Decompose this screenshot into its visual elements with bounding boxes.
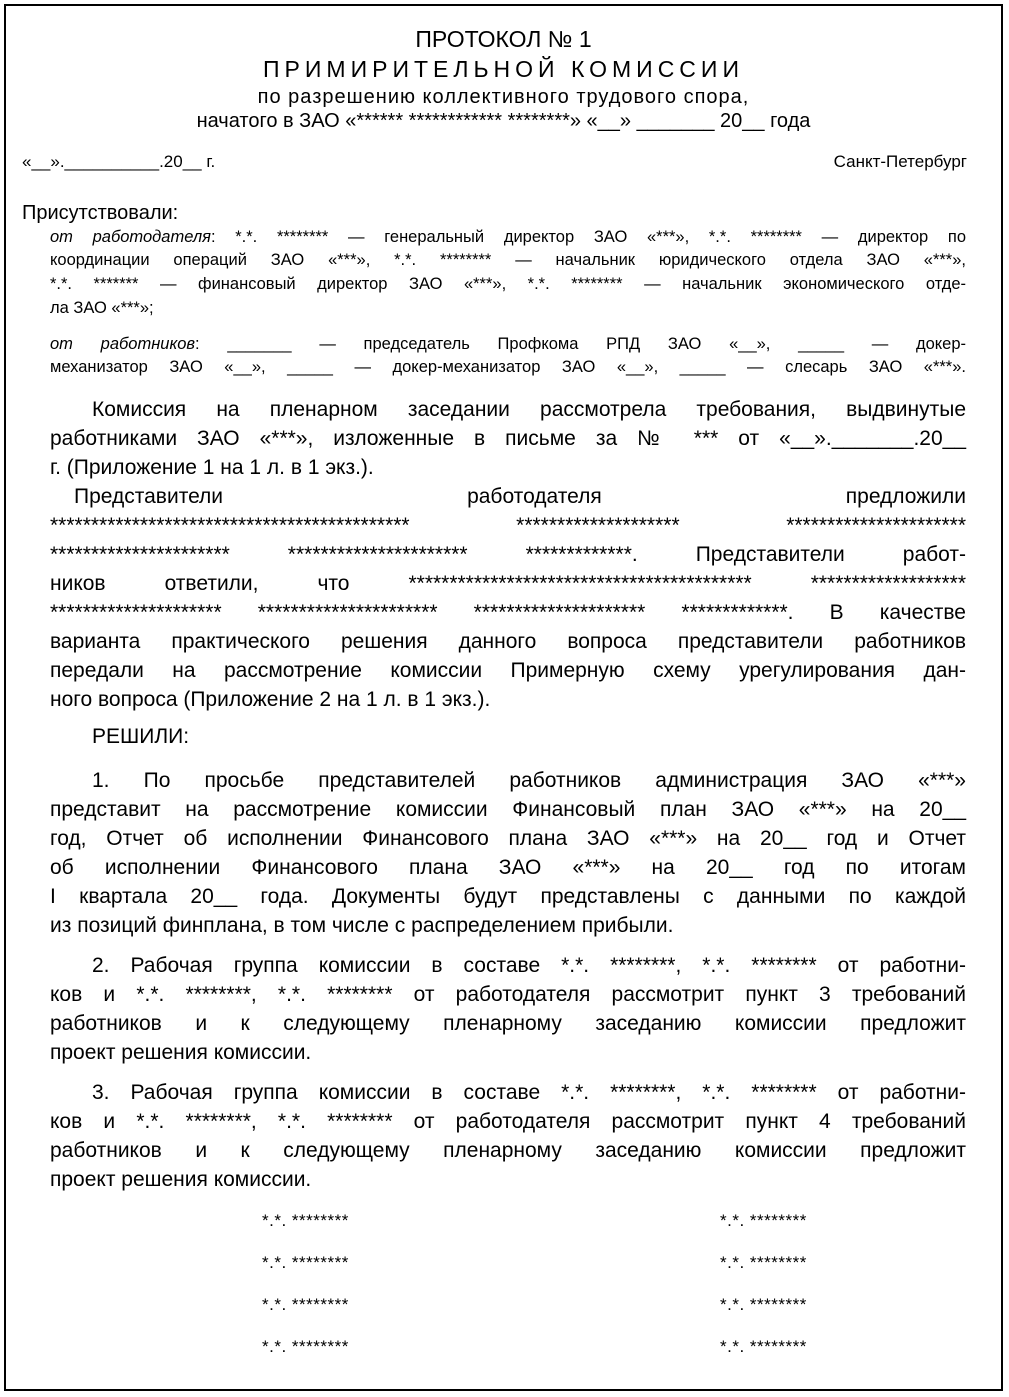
- signature-left: *.*. ********: [262, 1337, 349, 1356]
- body-line: варианта практического решения данного вопроса представители работников: [50, 630, 966, 653]
- body-line: передали на рассмотрение комиссии Примерную схему урегулирования дан-: [50, 659, 966, 682]
- subtitle-line: по разрешению коллективного трудового спора,: [257, 86, 750, 108]
- workers-label: от работников: [50, 335, 196, 353]
- resolution-1-line: представит на рассмотрение комиссии Финансовый план ЗАО «***» на 20__: [50, 798, 966, 821]
- resolution-1-line: об исполнении Финансового плана ЗАО «***» на 20__ год по итогам: [50, 856, 966, 879]
- employer-attendees-line: *.*. ******* — финансовый директор ЗАО «***», *.*. ******** — начальник экономического отде-: [50, 275, 966, 293]
- document-page: [4, 4, 1003, 1391]
- signature-right: *.*. ********: [720, 1295, 807, 1314]
- signature-right: *.*. ********: [720, 1253, 807, 1272]
- resolution-1-line: I квартала 20__ года. Документы будут представлены с данными по каждой: [50, 885, 966, 908]
- workers-attendees-line: от работников: _______ — председатель Профкома РПД ЗАО «__», _____ — докер-: [50, 335, 966, 353]
- body-line: работниками ЗАО «***», изложенные в письме за № *** от «__»._______.20__: [50, 427, 966, 450]
- document-date: «__».__________.20__ г.: [22, 152, 216, 171]
- resolution-3-line: ков и *.*. ********, *.*. ******** от работодателя рассмотрит пункт 4 требований: [50, 1110, 966, 1133]
- body-line: ********************* ********************** ********************* *************. В качестве: [50, 601, 966, 624]
- resolution-2-line: проект решения комиссии.: [50, 1041, 312, 1064]
- workers-attendees-line: механизатор ЗАО «__», _____ — докер-механизатор ЗАО «__», _____ — слесарь ЗАО «***».: [50, 358, 966, 376]
- signature-left: *.*. ********: [262, 1211, 349, 1230]
- document-city: Санкт-Петербург: [833, 152, 967, 171]
- resolution-3-line: проект решения комиссии.: [50, 1168, 312, 1191]
- resolution-3-line: 3. Рабочая группа комиссии в составе *.*. ********, *.*. ******** от работни-: [92, 1081, 966, 1104]
- signature-right: *.*. ********: [720, 1337, 807, 1356]
- employer-attendees-line: от работодателя: *.*. ******** — генеральный директор ЗАО «***», *.*. ******** — директор по: [50, 228, 967, 246]
- body-line: г. (Приложение 1 на 1 л. в 1 экз.).: [50, 456, 374, 479]
- body-line: Комиссия на пленарном заседании рассмотрела требования, выдвинутые: [92, 398, 966, 421]
- employer-attendees-line: ла ЗАО «***»;: [50, 299, 154, 317]
- resolution-3-line: работников и к следующему пленарному заседанию комиссии предложит: [50, 1139, 966, 1162]
- body-line: ******************************************** ******************** **********************: [50, 514, 966, 537]
- employer-attendees-line: координации операций ЗАО «***», *.*. ******** — начальник юридического отдела ЗАО «***»,: [50, 251, 966, 269]
- signature-right: *.*. ********: [720, 1211, 807, 1230]
- subtitle-company-line: начатого в ЗАО «****** ************ ********» «__» _______ 20__ года: [196, 110, 811, 132]
- resolved-heading: РЕШИЛИ:: [92, 725, 190, 748]
- protocol-title: ПРОТОКОЛ № 1: [415, 26, 592, 52]
- body-line: Представители работодателя предложили: [74, 485, 966, 508]
- present-label: Присутствовали:: [22, 202, 179, 224]
- body-line: ников ответили, что ****************************************** *******************: [50, 572, 966, 595]
- resolution-1-line: из позиций финплана, в том числе с распределением прибыли.: [50, 914, 674, 937]
- resolution-2-line: 2. Рабочая группа комиссии в составе *.*. ********, *.*. ******** от работни-: [92, 954, 966, 977]
- body-line: ного вопроса (Приложение 2 на 1 л. в 1 экз.).: [50, 688, 491, 711]
- resolution-1-line: год, Отчет об исполнении Финансового плана ЗАО «***» на 20__ год и Отчет: [50, 827, 966, 850]
- signature-left: *.*. ********: [262, 1295, 349, 1314]
- body-line: ********************** ********************** *************. Представители работ-: [50, 543, 966, 566]
- commission-title: ПРИМИРИТЕЛЬНОЙ КОМИССИИ: [263, 56, 744, 82]
- resolution-2-line: работников и к следующему пленарному заседанию комиссии предложит: [50, 1012, 966, 1035]
- signature-left: *.*. ********: [262, 1253, 349, 1272]
- resolution-1-line: 1. По просьбе представителей работников администрация ЗАО «***»: [92, 769, 966, 792]
- resolution-2-line: ков и *.*. ********, *.*. ******** от работодателя рассмотрит пункт 3 требований: [50, 983, 966, 1006]
- employer-label: от работодателя: [50, 228, 211, 246]
